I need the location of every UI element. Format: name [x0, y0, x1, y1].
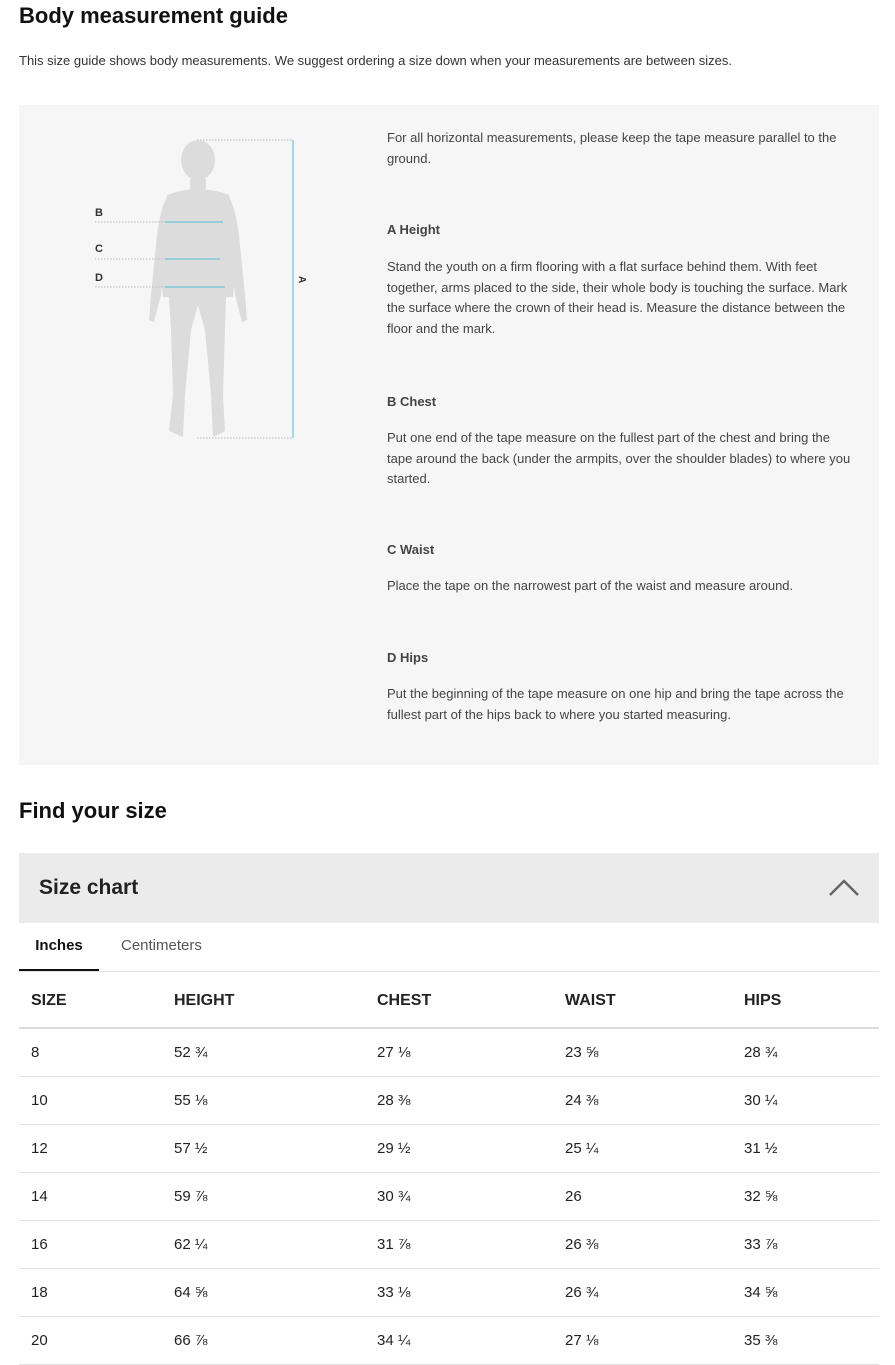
- chevron-up-icon[interactable]: [827, 875, 861, 899]
- height-text: Stand the youth on a firm flooring with a flat surface behind them. With feet together, arms placed to the side, their whole body is touching the surface. Mark the surface where the crown of their head is. Measure the distance between the floor and the mark.: [387, 259, 848, 336]
- cell-height: 66 ⅞: [162, 1317, 365, 1365]
- cell-hips: 30 ¼: [732, 1077, 879, 1125]
- cell-size: 12: [19, 1125, 162, 1173]
- find-size-title: Find your size: [19, 798, 167, 823]
- table-row: [19, 1269, 879, 1317]
- cell-waist: 24 ⅜: [553, 1077, 732, 1125]
- cell-height: 52 ¾: [162, 1028, 365, 1077]
- column-header-height: HEIGHT: [162, 974, 365, 1028]
- table-header-row: [19, 974, 879, 1028]
- cell-height: 62 ¼: [162, 1221, 365, 1269]
- waist-heading: C Waist: [387, 542, 435, 557]
- cell-size: 14: [19, 1173, 162, 1221]
- tab-inches[interactable]: Inches: [19, 923, 99, 971]
- table-row: [19, 1221, 879, 1269]
- cell-hips: 34 ⅝: [732, 1269, 879, 1317]
- intro-text: This size guide shows body measurements. We suggest ordering a size down when your measurements are between sizes.: [19, 53, 732, 68]
- chest-text: Put one end of the tape measure on the fullest part of the chest and bring the tape around the back (under the armpits, over the shoulder blades) to where you started.: [387, 430, 851, 486]
- cell-height: 57 ½: [162, 1125, 365, 1173]
- hips-text: Put the beginning of the tape measure on one hip and bring the tape across the fullest part of the hips back to where you started measuring.: [387, 686, 844, 722]
- cell-chest: 29 ½: [365, 1125, 553, 1173]
- cell-size: 16: [19, 1221, 162, 1269]
- figure-label-d: D: [95, 272, 103, 284]
- cell-chest: 28 ⅜: [365, 1077, 553, 1125]
- cell-height: 59 ⅞: [162, 1173, 365, 1221]
- cell-size: 8: [19, 1028, 162, 1077]
- measurement-guide-panel: [19, 105, 879, 765]
- cell-waist: 26: [553, 1173, 732, 1221]
- figure-label-c: C: [95, 243, 103, 255]
- waist-text: Place the tape on the narrowest part of the waist and measure around.: [387, 578, 794, 593]
- cell-chest: 30 ¾: [365, 1173, 553, 1221]
- cell-height: 55 ⅛: [162, 1077, 365, 1125]
- cell-waist: 25 ¼: [553, 1125, 732, 1173]
- table-row: [19, 1028, 879, 1077]
- size-chart-accordion-header[interactable]: [19, 853, 879, 923]
- cell-waist: 26 ⅜: [553, 1221, 732, 1269]
- cell-chest: 27 ⅛: [365, 1028, 553, 1077]
- cell-size: 10: [19, 1077, 162, 1125]
- tab-centimeters[interactable]: Centimeters: [121, 937, 202, 954]
- column-header-chest: CHEST: [365, 974, 553, 1028]
- cell-chest: 34 ¼: [365, 1317, 553, 1365]
- hips-heading: D Hips: [387, 650, 429, 665]
- chest-heading: B Chest: [387, 394, 437, 409]
- cell-hips: 32 ⅝: [732, 1173, 879, 1221]
- cell-height: 64 ⅝: [162, 1269, 365, 1317]
- column-header-size: SIZE: [19, 974, 162, 1028]
- cell-size: 20: [19, 1317, 162, 1365]
- table-row: [19, 1173, 879, 1221]
- figure-label-a: A: [296, 276, 307, 284]
- cell-hips: 31 ½: [732, 1125, 879, 1173]
- cell-chest: 33 ⅛: [365, 1269, 553, 1317]
- table-row: [19, 1125, 879, 1173]
- figure-label-b: B: [95, 207, 103, 219]
- general-note: For all horizontal measurements, please keep the tape measure parallel to the ground.: [387, 130, 837, 166]
- cell-waist: 23 ⅝: [553, 1028, 732, 1077]
- unit-tabs: [19, 923, 879, 972]
- column-header-hips: HIPS: [732, 974, 879, 1028]
- cell-hips: 28 ¾: [732, 1028, 879, 1077]
- height-heading: A Height: [387, 222, 440, 237]
- cell-waist: 26 ¾: [553, 1269, 732, 1317]
- cell-waist: 27 ⅛: [553, 1317, 732, 1365]
- table-row: [19, 1077, 879, 1125]
- column-header-waist: WAIST: [553, 974, 732, 1028]
- cell-hips: 33 ⅞: [732, 1221, 879, 1269]
- cell-chest: 31 ⅞: [365, 1221, 553, 1269]
- page-title: Body measurement guide: [19, 3, 288, 28]
- size-chart-table: [19, 974, 879, 1365]
- cell-hips: 35 ⅜: [732, 1317, 879, 1365]
- cell-size: 18: [19, 1269, 162, 1317]
- body-figure-illustration: [79, 125, 339, 455]
- size-chart-title: Size chart: [39, 876, 139, 899]
- table-row: [19, 1317, 879, 1365]
